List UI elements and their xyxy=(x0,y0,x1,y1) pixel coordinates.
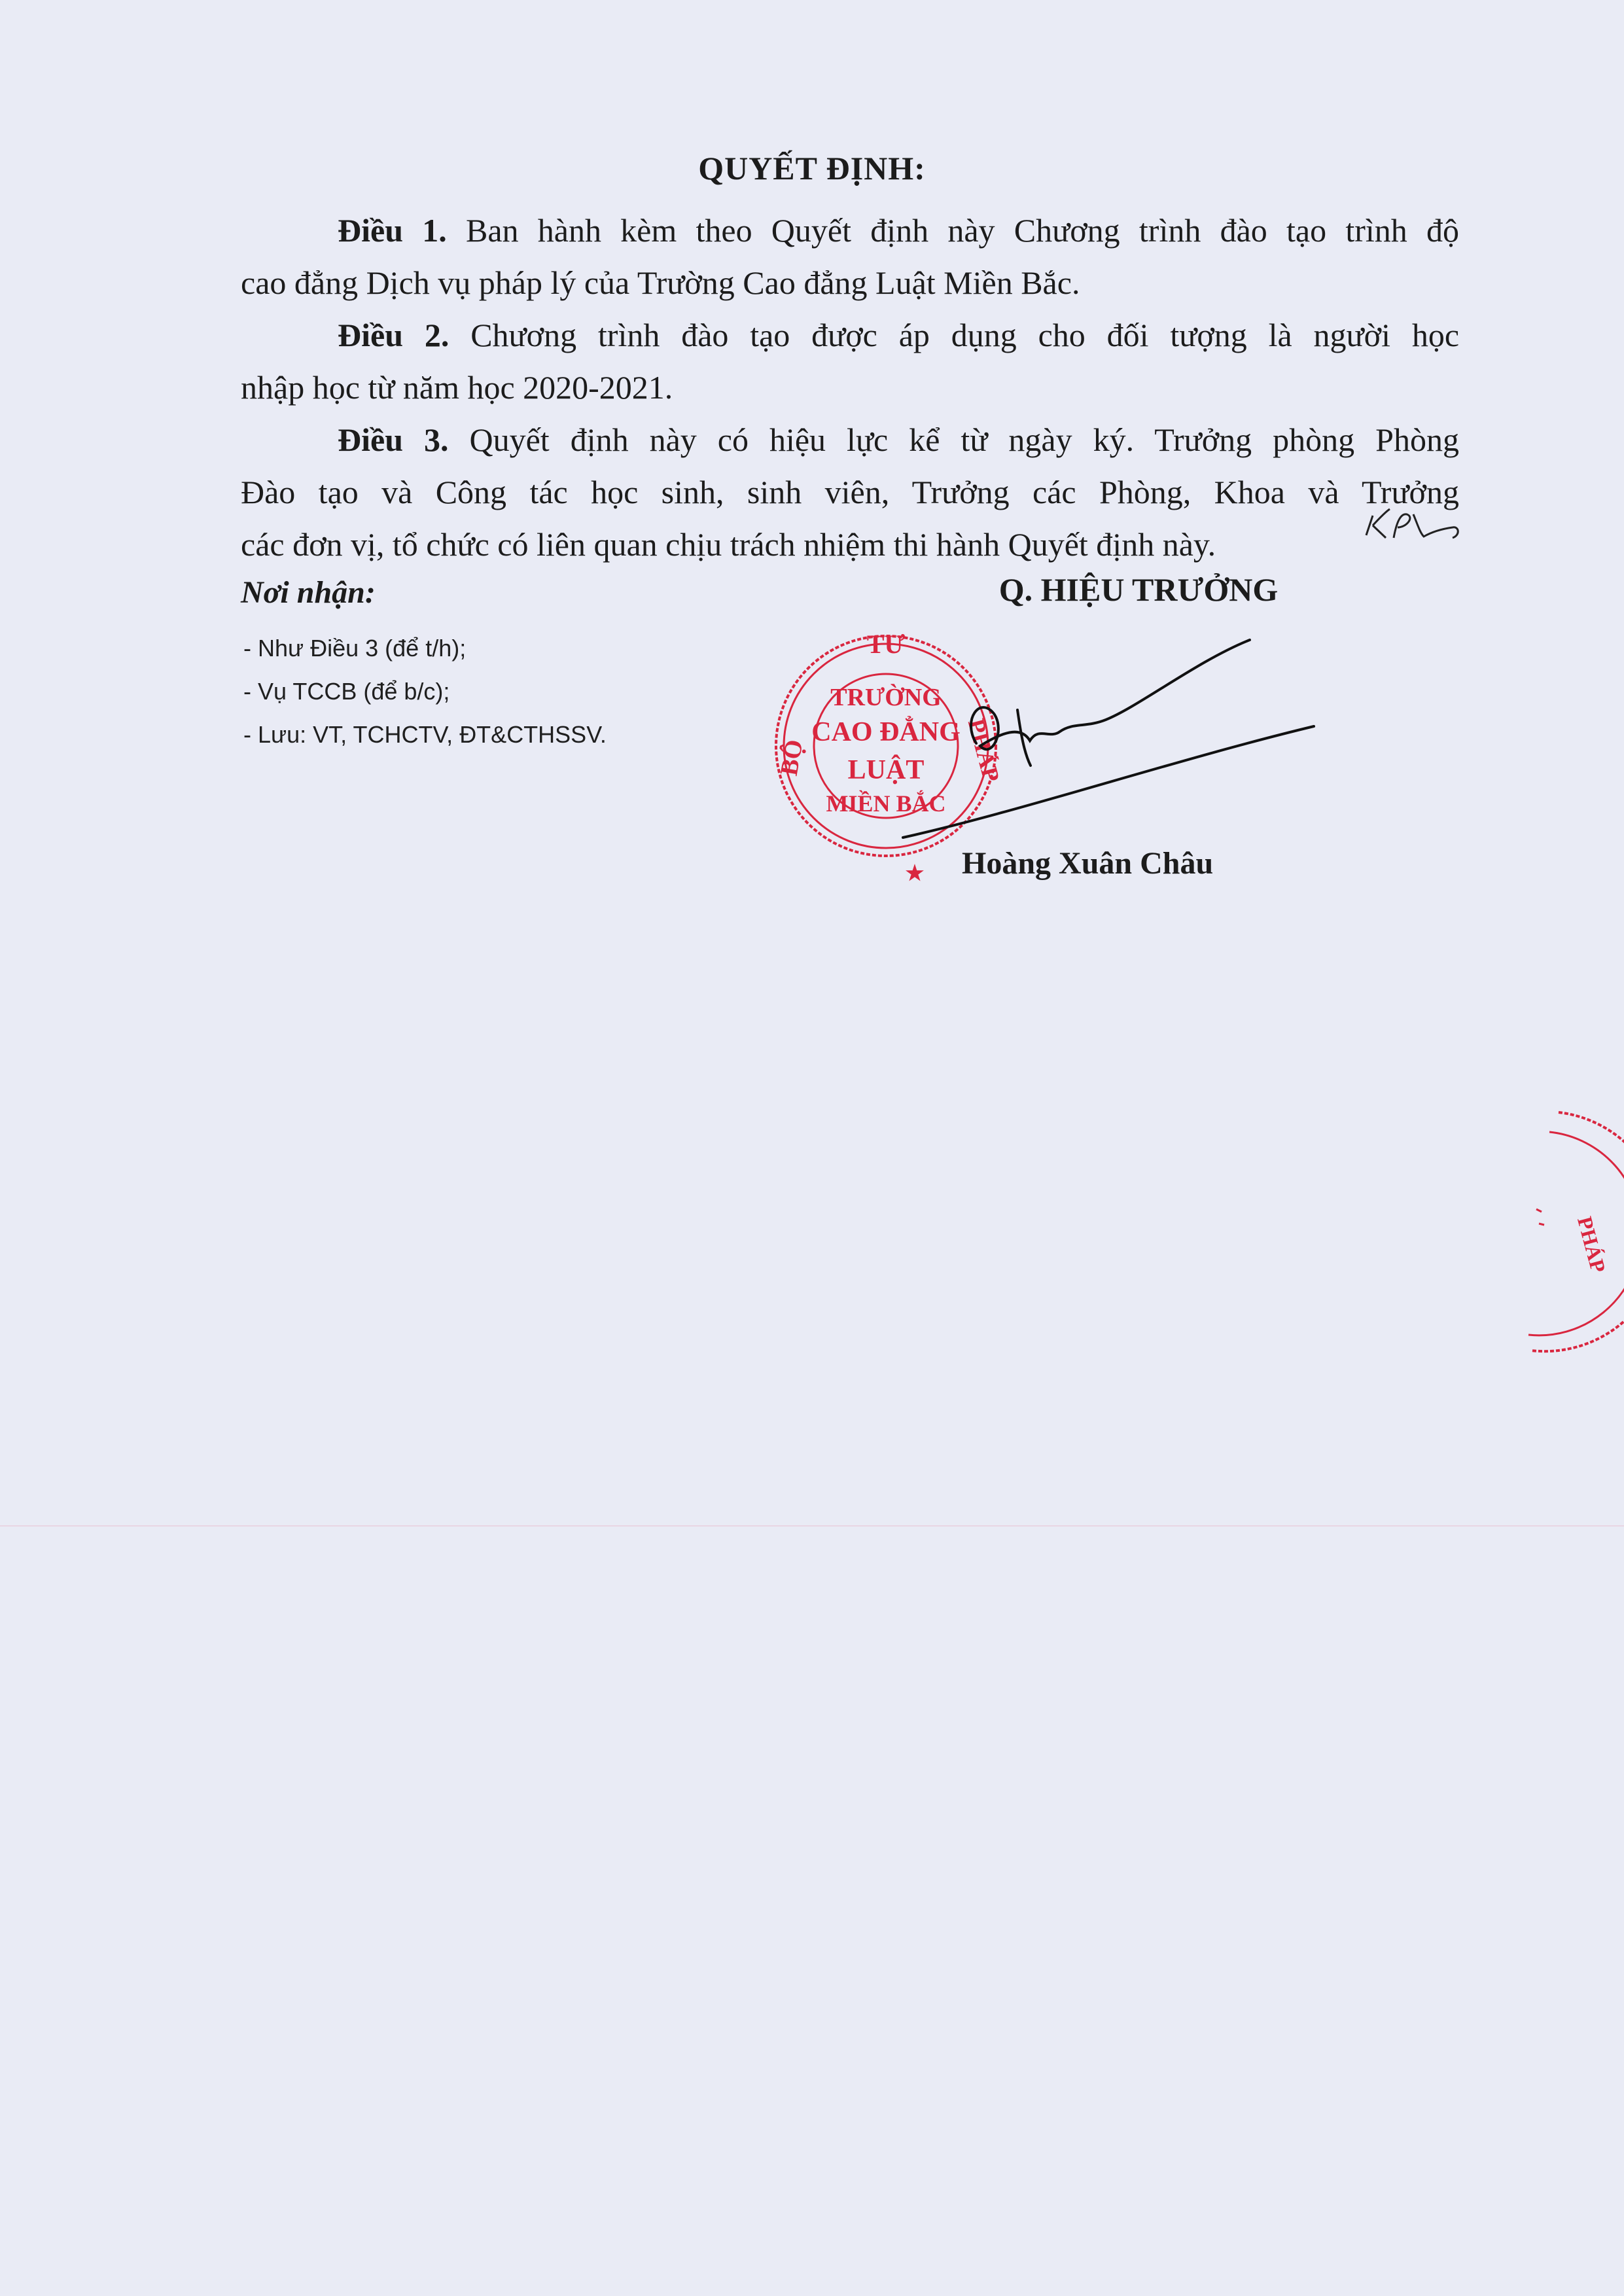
edge-seal xyxy=(1528,1112,1624,1351)
article-2-line-1: Chương trình đào tạo được áp dụng cho đối tượng là người học xyxy=(470,317,1460,353)
article-2-line-2: nhập học từ năm học 2020-2021. xyxy=(241,369,673,406)
article-3-line-2: Đào tạo và Công tác học sinh, sinh viên, Trưởng các Phòng, Khoa và Trưởng xyxy=(241,474,1459,510)
seal-top-text: TƯ xyxy=(866,629,906,659)
initials-mark xyxy=(1366,509,1458,538)
seal-line-4: MIỀN BẮC xyxy=(826,790,946,817)
signer-name: Hoàng Xuân Châu xyxy=(962,846,1214,881)
article-1-line-2: cao đẳng Dịch vụ pháp lý của Trường Cao đẳng Luật Miền Bắc. xyxy=(241,264,1080,301)
edge-seal-text: PHÁP xyxy=(1572,1214,1611,1275)
article-1-line-1: Ban hành kèm theo Quyết định này Chương trình đào tạo trình độ xyxy=(465,212,1459,249)
article-3-label: Điều 3. xyxy=(338,421,449,458)
recipient-item: - Lưu: VT, TCHCTV, ĐT&CTHSSV. xyxy=(243,721,607,748)
signature-title: Q. HIỆU TRƯỞNG xyxy=(998,571,1279,608)
seal-right-text: PHÁP xyxy=(962,716,1005,785)
seal-line-2: CAO ĐẲNG xyxy=(811,717,961,747)
seal-star: ★ xyxy=(905,861,925,885)
article-3-line-1: Quyết định này có hiệu lực kể từ ngày ký. Trưởng phòng Phòng xyxy=(469,421,1459,458)
article-2-label: Điều 2. xyxy=(338,317,450,353)
article-1-label: Điều 1. xyxy=(338,212,447,249)
recipients-title: Nơi nhận: xyxy=(241,575,376,610)
recipient-item: - Như Điều 3 (để t/h); xyxy=(243,635,467,662)
decision-heading: QUYẾT ĐỊNH: xyxy=(698,150,926,186)
seal-line-1: TRƯỜNG xyxy=(830,684,942,711)
article-3-line-3: các đơn vị, tổ chức có liên quan chịu trách nhiệm thi hành Quyết định này. xyxy=(241,526,1216,563)
recipient-item: - Vụ TCCB (để b/c); xyxy=(243,678,450,705)
seal-left-text: BỘ xyxy=(775,737,809,778)
handwritten-signature xyxy=(903,640,1314,838)
seal-line-3: LUẬT xyxy=(847,755,925,785)
